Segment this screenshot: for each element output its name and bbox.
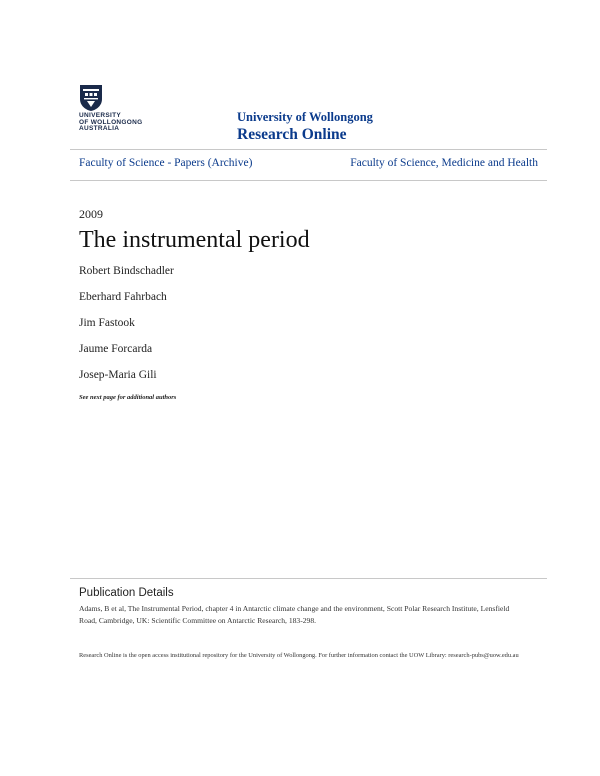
publication-details-heading: Publication Details — [79, 587, 174, 599]
paper-title: The instrumental period — [79, 227, 310, 253]
links-divider — [70, 180, 547, 181]
wordmark-line: AUSTRALIA — [79, 125, 120, 133]
repository-name: Research Online — [237, 126, 347, 143]
university-crest-icon — [79, 84, 103, 112]
publication-divider — [70, 578, 547, 579]
faculty-smh-link[interactable]: Faculty of Science, Medicine and Health — [350, 157, 538, 169]
author-link[interactable]: Josep-Maria Gili — [79, 369, 157, 381]
university-wordmark — [79, 113, 149, 133]
wordmark-line: OF WOLLONGONG — [79, 118, 143, 126]
author-link[interactable]: Robert Bindschadler — [79, 265, 174, 277]
repository-university: University of Wollongong — [237, 110, 373, 124]
wordmark-line: UNIVERSITY — [79, 112, 122, 119]
publication-details-text: Adams, B et al, The Instrumental Period, chapter 4 in Antarctic climate change and the environment, Scott Polar Research Institute, Lensfield Road, Cambridge, UK: Scientific Committee on Antarctic Research, 183-298. — [79, 604, 510, 626]
repository-title[interactable] — [237, 110, 373, 144]
top-divider — [70, 149, 547, 150]
university-logo[interactable] — [79, 84, 149, 138]
author-link[interactable]: Eberhard Fahrbach — [79, 291, 167, 303]
repository-footer: Research Online is the open access institutional repository for the University of Wollongong. For further information contact the UOW Library: research-pubs@uow.edu.au — [79, 652, 519, 659]
publication-year: 2009 — [79, 207, 103, 221]
author-link[interactable]: Jim Fastook — [79, 317, 135, 329]
faculty-archive-link[interactable]: Faculty of Science - Papers (Archive) — [79, 157, 253, 169]
see-next-page-note: See next page for additional authors — [79, 394, 177, 401]
author-link[interactable]: Jaume Forcarda — [79, 343, 153, 355]
